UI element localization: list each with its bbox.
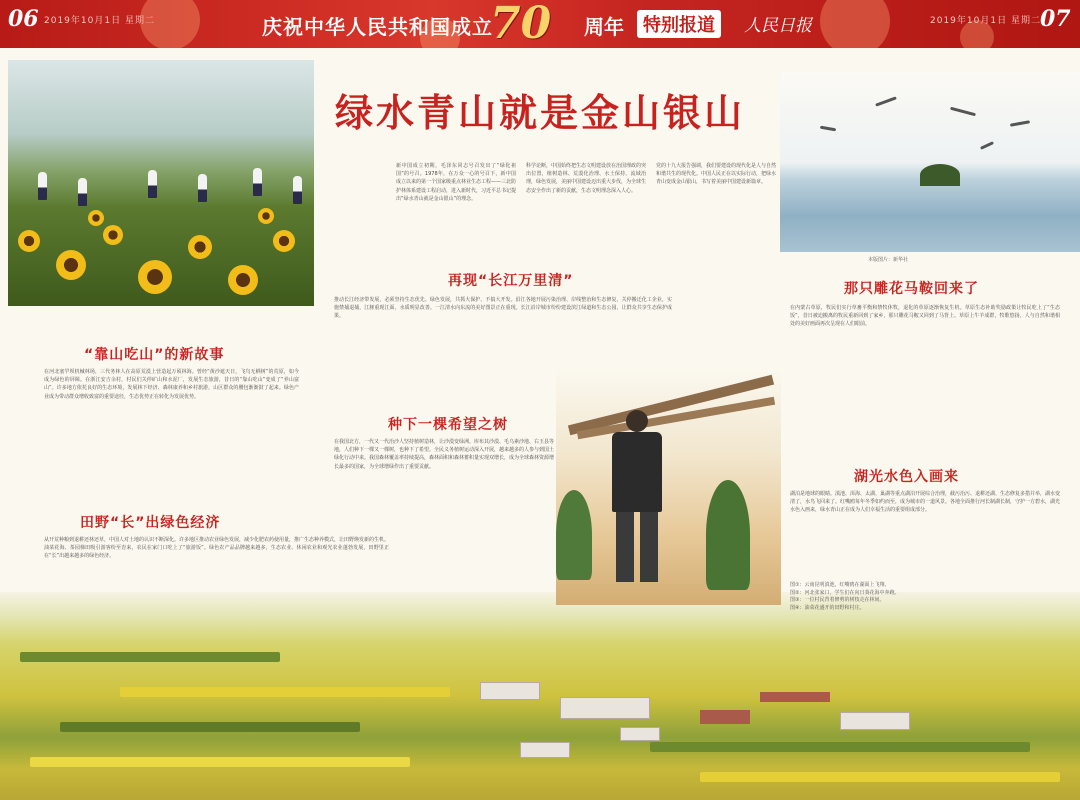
- section-heading: 那只雕花马鞍回来了: [844, 281, 979, 297]
- gull-figure: [950, 107, 976, 117]
- student-figure: [293, 176, 302, 204]
- photo-rapeseed-fields: [0, 589, 1080, 800]
- intro-paragraph: 科学论断，中国始终把生态文明建设放在治国理政的突出位置，植树造林、荒漠化治理、水土保持、流域治理，绿色发展，美丽中国建设迈出重大步伐，为全球生态安全作出了新的贡献，生态文明理念深入人心。: [526, 163, 646, 194]
- gull-figure: [1010, 120, 1030, 126]
- gull-figure: [820, 126, 836, 132]
- village-building: [520, 742, 570, 758]
- section-body: 在内蒙古草原，牧民们实行草畜平衡和禁牧休牧，退化的草原逐渐恢复生机。草原生态补助奖励政策让牧民吃上了“生态饭”，昔日被迫搬离的牧民重新回到了家乡，那只雕花马鞍又回到了马背上。草原上牛羊成群，牧歌悠扬，人与自然和谐相处的美好画面再次呈现在人们眼前。: [790, 305, 1060, 328]
- section-heading: 再现“长江万里清”: [448, 273, 574, 289]
- photo-caption: 图③：一位村民背着修剪的树枝走在林间。: [790, 597, 885, 603]
- man-leg: [640, 512, 658, 582]
- village-roof: [700, 710, 750, 724]
- gull-figure: [875, 96, 897, 106]
- photo-captions: [790, 582, 1060, 612]
- section-heading: 田野“长”出绿色经济: [80, 515, 221, 531]
- pine-tree: [556, 490, 592, 580]
- section-body: 在我国北方，一代又一代治沙人坚持植树造林，让沙漠变绿洲。库布其沙漠、毛乌素沙地、右玉县等地，人们种下一棵又一棵树，也种下了希望。全民义务植树运动深入开展，越来越多的人参与到国土绿化行动中来。我国森林覆盖率持续提高，森林面积和森林蓄积量实现双增长，成为全球森林资源增长最多的国家，为全球增绿作出了重要贡献。: [334, 439, 554, 470]
- island-trees: [920, 164, 960, 186]
- photo-caption: 图②：河北张家口，学生们在向日葵花海中奔跑。: [790, 589, 900, 596]
- photo-caption: 图①：云南昆明滇池，红嘴鸥在湖面上飞翔。: [790, 582, 890, 588]
- man-body: [612, 432, 662, 512]
- photo-sunflower-field: [8, 60, 314, 306]
- man-leg: [616, 512, 634, 582]
- photo-man-carrying-branches: [556, 370, 781, 605]
- pine-tree: [706, 480, 750, 590]
- student-figure: [38, 172, 47, 200]
- student-figure: [253, 168, 262, 196]
- article-title: 绿水青山就是金山银山: [334, 91, 745, 135]
- photo-lake-gulls: [780, 72, 1080, 252]
- section-body: 从开荒种粮到退耕还林还草，中国人对土地的认识不断深化。许多地区推动农业绿色发展，减少化肥农药使用量，推广生态种养模式，让田野焕发新的生机。油菜花海、茶园梯田吸引游客纷至沓来，农民在家门口吃上了“旅游饭”。绿色农产品品牌越来越多，生态农业、休闲农业和观光农业蓬勃发展，田野里正在“长”出越来越多的绿色经济。: [44, 537, 389, 560]
- student-figure: [198, 174, 207, 202]
- section-body: 湖泊是地球的眼睛。滇池、洱海、太湖、巢湖等重点湖泊开展综合治理，截污治污、退耕还湖、生态修复多措并举，湖水变清了，水鸟飞回来了。红嘴鸥每年冬季如约而至，成为城市的一道风景。各地全面推行河长制湖长制，守护一方碧水，湖光水色入画来，绿水青山正在成为人们幸福生活的重要组成部分。: [790, 491, 1060, 514]
- page-number-left: 06: [8, 6, 39, 32]
- student-figure: [148, 170, 157, 198]
- intro-paragraph: 新中国成立初期，毛泽东同志号召发出了“绿化祖国”的号召。1978年，在万众一心的号召下，新中国成立以来的第一个国家级重点林业生态工程——三北防护林体系建设工程启动，进入新时代，习近平总书记提出“绿水青山就是金山银山”的理念。: [396, 163, 516, 202]
- village-roof: [760, 692, 830, 702]
- special-report-badge: 特别报道: [637, 10, 721, 38]
- photo-caption: 图④：油菜花盛开的田野和村庄。: [790, 604, 865, 611]
- page-meta-right: 2019年10月1日 星期二: [930, 16, 1041, 26]
- banner-title: 庆祝中华人民共和国成立: [262, 15, 493, 39]
- section-heading: “靠山吃山”的新故事: [84, 347, 225, 363]
- section-body: 在河北塞罕坝机械林场，三代务林人在高原荒漠上营造起万顷林海。曾经“黄沙遮天日，飞鸟无栖树”的荒原，如今成为绿色的屏障。在浙江安吉余村，村民们关停矿山和水泥厂，发展生态旅游，昔日的“靠山吃山”变成了“养山富山”。许多地方依托良好的生态环境，发展林下经济、森林康养和乡村旅游，山区群众的腰包渐渐鼓了起来。绿色产业成为带动群众增收致富的重要途径，生态优势正在转化为发展优势。: [44, 369, 299, 400]
- village-building: [840, 712, 910, 730]
- man-head: [626, 410, 648, 432]
- intro-paragraph: 党的十九大报告强调，我们要建设的现代化是人与自然和谐共生的现代化。中国人民正在以实际行动，把绿水青山变成金山银山，书写着美丽中国建设新篇章。: [656, 163, 776, 186]
- section-heading: 种下一棵希望之树: [388, 417, 508, 433]
- banner-decoration: [820, 0, 890, 48]
- village-building: [560, 697, 650, 719]
- section-body: 推动长江经济带发展，必须坚持生态优先、绿色发展，共抓大保护、不搞大开发。沿江各地开展污染治理、岸线整治和生态修复，关停搬迁化工企业，实施禁捕退捕，江豚重现江面，水质明显改善。一江清水向东流的美好图景正在重现。长江沿岸城市纷纷建设滨江绿道和生态公园，让群众共享生态保护成果。: [334, 297, 672, 320]
- photo-credit: 本版图片：新华社: [868, 257, 909, 263]
- gull-figure: [980, 141, 994, 150]
- village-building: [620, 727, 660, 741]
- newspaper-logo: 人民日报: [744, 16, 812, 36]
- section-heading: 湖光水色入画来: [854, 469, 959, 485]
- student-figure: [78, 178, 87, 206]
- banner-anniversary: 周年: [584, 15, 624, 39]
- page-number-right: 07: [1040, 6, 1071, 32]
- anniversary-number: 70: [490, 0, 552, 49]
- village-building: [480, 682, 540, 700]
- page-meta-left: 2019年10月1日 星期二: [44, 16, 155, 26]
